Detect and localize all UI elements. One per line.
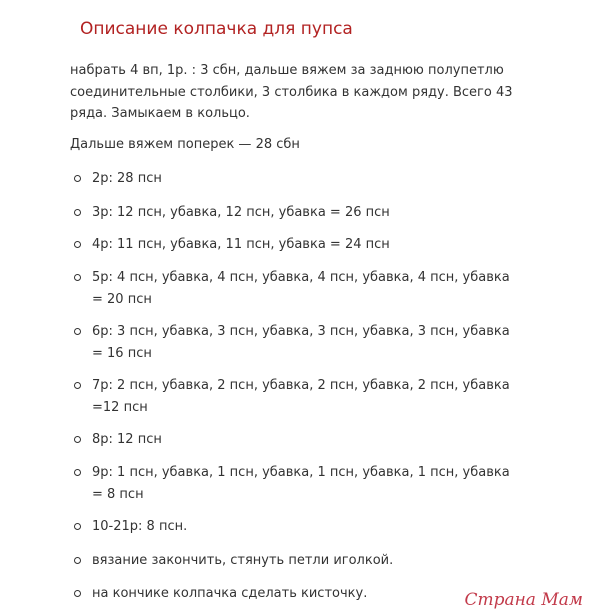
step-text: 8р: 12 псн (92, 432, 162, 447)
step-text: вязание закончить, стянуть петли иголкой. (92, 553, 394, 568)
list-item (70, 516, 512, 538)
site-watermark: Страна Мам (464, 590, 583, 610)
circle-bullet-icon (74, 274, 81, 281)
list-item (70, 550, 512, 572)
list-item (70, 234, 512, 256)
circle-bullet-icon (74, 175, 81, 182)
list-item (70, 202, 512, 224)
step-text: 10-21р: 8 псн. (92, 519, 188, 534)
circle-bullet-icon (74, 241, 81, 248)
step-text: 6р: 3 псн, убавка, 3 псн, убавка, 3 псн, убавка, 3 псн, убавка = 16 псн (92, 324, 510, 361)
step-text: 3р: 12 псн, убавка, 12 псн, убавка = 26 псн (92, 205, 390, 220)
page-title: Описание колпачка для пупса (80, 19, 353, 39)
intro-paragraph: набрать 4 вп, 1р. : 3 сбн, дальше вяжем за заднюю полупетлю соединительные столбики, 3 столбика в каждом ряду. Всего 43 ряда. Замыкаем в кольцо. (70, 63, 513, 121)
list-item (70, 375, 512, 418)
list-item (70, 583, 512, 605)
list-item (70, 267, 512, 310)
circle-bullet-icon (74, 328, 81, 335)
list-item (70, 462, 512, 505)
list-item (70, 429, 512, 451)
circle-bullet-icon (74, 557, 81, 564)
step-text: 7р: 2 псн, убавка, 2 псн, убавка, 2 псн, убавка, 2 псн, убавка =12 псн (92, 378, 510, 415)
circle-bullet-icon (74, 590, 81, 597)
step-text: 4р: 11 псн, убавка, 11 псн, убавка = 24 псн (92, 237, 390, 252)
list-item (70, 168, 512, 190)
circle-bullet-icon (74, 523, 81, 530)
across-paragraph: Дальше вяжем поперек — 28 сбн (70, 137, 300, 152)
list-item (70, 321, 512, 364)
circle-bullet-icon (74, 469, 81, 476)
step-text: 9р: 1 псн, убавка, 1 псн, убавка, 1 псн, убавка, 1 псн, убавка = 8 псн (92, 465, 510, 502)
circle-bullet-icon (74, 382, 81, 389)
step-text: 5р: 4 псн, убавка, 4 псн, убавка, 4 псн, убавка, 4 псн, убавка = 20 псн (92, 270, 510, 307)
circle-bullet-icon (74, 209, 81, 216)
step-text: 2р: 28 псн (92, 171, 162, 186)
circle-bullet-icon (74, 436, 81, 443)
step-text: на кончике колпачка сделать кисточку. (92, 586, 368, 601)
